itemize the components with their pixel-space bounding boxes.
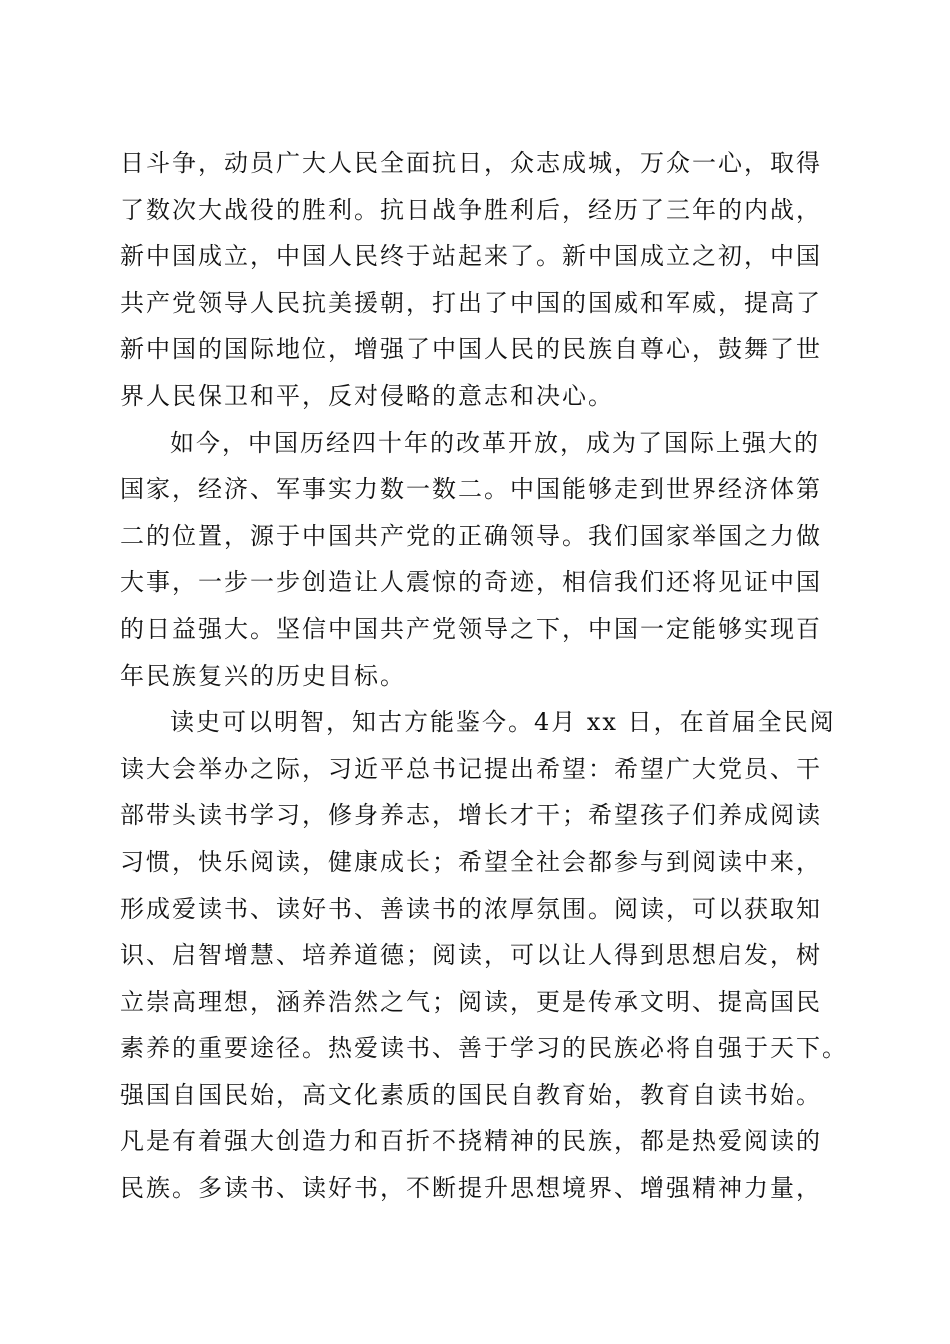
text-line: 习惯，快乐阅读，健康成长；希望全社会都参与到阅读中来， — [120, 847, 822, 876]
text-line: 如今，中国历经四十年的改革开放，成为了国际上强大的 — [170, 428, 820, 457]
text-line: 日斗争，动员广大人民全面抗日，众志成城，万众一心，取得 — [120, 149, 822, 177]
text-line: 形成爱读书、读好书、善读书的浓厚氛围。阅读，可以获取知 — [120, 894, 822, 923]
text-line: 的日益强大。坚信中国共产党领导之下，中国一定能够实现百 — [120, 614, 822, 643]
paragraph-3 — [120, 699, 848, 1212]
text-line: 读史可以明智，知古方能鉴今。4月 xx 日，在首届全民阅 — [170, 708, 836, 737]
text-line: 立崇高理想，涵养浩然之气；阅读，更是传承文明、提高国民 — [120, 987, 822, 1016]
text-line: 新中国成立，中国人民终于站起来了。新中国成立之初，中国 — [120, 242, 822, 271]
text-line: 界人民保卫和平，反对侵略的意志和决心。 — [120, 381, 614, 410]
text-line: 民族。多读书、读好书，不断提升思想境界、增强精神力量， — [120, 1174, 822, 1203]
text-line: 年民族复兴的历史目标。 — [120, 661, 406, 690]
text-line: 读大会举办之际，习近平总书记提出希望：希望广大党员、干 — [120, 754, 822, 783]
text-line: 二的位置，源于中国共产党的正确领导。我们国家举国之力做 — [120, 521, 822, 550]
text-line: 部带头读书学习，修身养志，增长才干；希望孩子们养成阅读 — [120, 801, 822, 830]
text-line: 凡是有着强大创造力和百折不挠精神的民族，都是热爱阅读的 — [120, 1127, 822, 1156]
document-body — [120, 140, 848, 1212]
paragraph-2 — [120, 420, 840, 700]
text-line: 新中国的国际地位，增强了中国人民的民族自尊心，鼓舞了世 — [120, 335, 822, 364]
text-line: 国家，经济、军事实力数一数二。中国能够走到世界经济体第 — [120, 475, 822, 504]
paragraph-1 — [120, 140, 840, 420]
text-line: 共产党领导人民抗美援朝，打出了中国的国威和军威，提高了 — [120, 288, 822, 317]
text-line: 了数次大战役的胜利。抗日战争胜利后，经历了三年的内战， — [120, 195, 822, 224]
text-line: 强国自国民始，高文化素质的国民自教育始，教育自读书始。 — [120, 1080, 822, 1109]
text-line: 识、启智增慧、培养道德；阅读，可以让人得到思想启发，树 — [120, 941, 822, 970]
text-line: 素养的重要途径。热爱读书、善于学习的民族必将自强于天下。 — [120, 1034, 848, 1063]
text-line: 大事，一步一步创造让人震惊的奇迹，相信我们还将见证中国 — [120, 568, 822, 597]
